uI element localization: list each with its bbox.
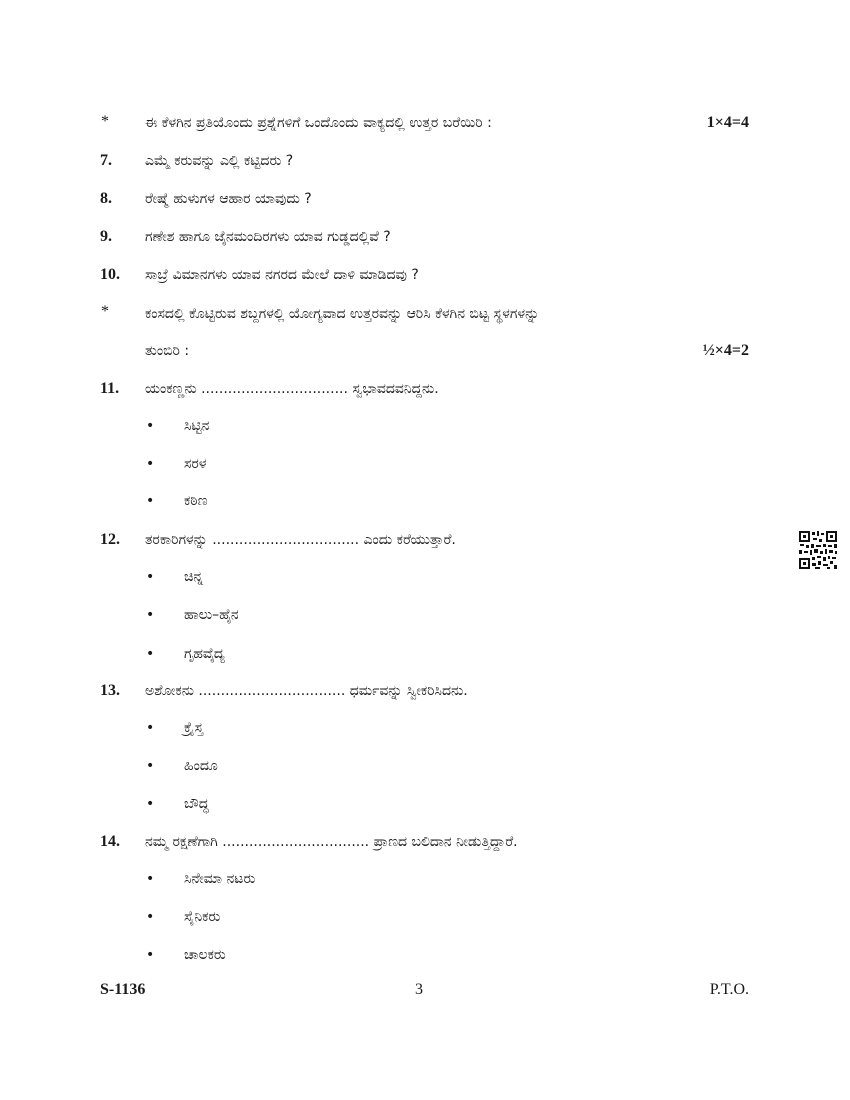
section-marker: * (101, 113, 109, 130)
bullet: • (146, 646, 155, 662)
question-number: 14. (100, 833, 120, 850)
option-text: ಹಾಲು–ಹೈನ (184, 607, 239, 623)
option-text: ಸಿನೇಮಾ ನಟರು (184, 871, 256, 887)
question-text: ಯಂಕಣ್ಣನು ................................. ಸ್ವಭಾವದವನಿದ್ದನು. (145, 381, 439, 397)
section-instruction: ತುಂಬಿರಿ : (145, 343, 190, 359)
question-number: 9. (100, 228, 112, 245)
paper-code: S-1136 (100, 981, 146, 998)
bullet: • (146, 418, 155, 434)
question-text: ನಮ್ಮ ರಕ್ಷಣೆಗಾಗಿ ................................. ಪ್ರಾಣದ ಬಲಿದಾನ ನೀಡುತ್ತಿದ್ದಾರೆ. (145, 834, 518, 850)
question-number: 10. (100, 266, 120, 283)
bullet: • (146, 607, 155, 623)
option-text: ಚಾಲಕರು (184, 947, 226, 963)
section-instruction: ಕಂಸದಲ್ಲಿ ಕೊಟ್ಟಿರುವ ಶಬ್ದಗಳಲ್ಲಿ ಯೋಗ್ಯವಾದ ಉತ್ತರವನ್ನು ಆರಿಸಿ ಕೆಳಗಿನ ಬಿಟ್ಟ ಸ್ಥಳಗಳನ್ನು (145, 306, 540, 322)
option-text: ಹಿಂದೂ (184, 758, 218, 774)
question-text: ಸಾಬ್ರೆ ವಿಮಾನಗಳು ಯಾವ ನಗರದ ಮೇಲೆ ದಾಳಿ ಮಾಡಿದವು ? (145, 267, 419, 283)
bullet: • (146, 569, 155, 585)
option-text: ಬೌದ್ಧ (184, 796, 209, 812)
bullet: • (146, 758, 155, 774)
option-text: ಗೃಹವೈದ್ಯ (184, 646, 225, 662)
option-text: ಸಿಟ್ಟಿನ (184, 418, 210, 434)
qr-code-icon (798, 530, 838, 570)
section-marks: 1×4=4 (706, 114, 749, 131)
option-text: ಸರಳ (184, 456, 207, 472)
question-number: 8. (100, 190, 112, 207)
section-instruction: ಈ ಕೆಳಗಿನ ಪ್ರತಿಯೊಂದು ಪ್ರಶ್ನೆಗಳಿಗೆ ಒಂದೊಂದು ವಾಕ್ಯದಲ್ಲಿ ಉತ್ತರ ಬರೆಯಿರಿ : (145, 115, 492, 131)
bullet: • (146, 720, 155, 736)
bullet: • (146, 871, 155, 887)
pto-label: P.T.O. (709, 981, 749, 998)
question-text: ಎಮ್ಮೆ ಕರುವನ್ನು ಎಲ್ಲಿ ಕಟ್ಟಿದರು ? (145, 153, 294, 169)
question-number: 13. (100, 682, 120, 699)
page-number: 3 (415, 981, 423, 998)
question-text: ಗಣೇಶ ಹಾಗೂ ಜೈನಮಂದಿರಗಳು ಯಾವ ಗುಡ್ಡದಲ್ಲಿವೆ ? (145, 229, 391, 245)
question-text: ಅಶೋಕನು ................................. ಧರ್ಮವನ್ನು ಸ್ವೀಕರಿಸಿದನು. (145, 683, 468, 699)
section-marker: * (101, 303, 109, 320)
bullet: • (146, 909, 155, 925)
bullet: • (146, 493, 155, 509)
question-text: ರೇಷ್ಮೆ ಹುಳುಗಳ ಆಹಾರ ಯಾವುದು ? (145, 191, 312, 207)
option-text: ಚಿನ್ನ (184, 569, 204, 585)
question-number: 12. (100, 531, 120, 548)
bullet: • (146, 947, 155, 963)
option-text: ಕ್ರೈಸ್ತ (184, 720, 204, 736)
option-text: ಕಠಿಣ (184, 493, 208, 509)
section-marks: ½×4=2 (702, 342, 749, 359)
question-number: 7. (100, 152, 112, 169)
bullet: • (146, 456, 155, 472)
question-number: 11. (100, 380, 120, 397)
question-text: ತರಕಾರಿಗಳನ್ನು ................................. ಎಂದು ಕರೆಯುತ್ತಾರೆ. (145, 532, 456, 548)
bullet: • (146, 796, 155, 812)
option-text: ಸೈನಿಕರು (184, 909, 221, 925)
